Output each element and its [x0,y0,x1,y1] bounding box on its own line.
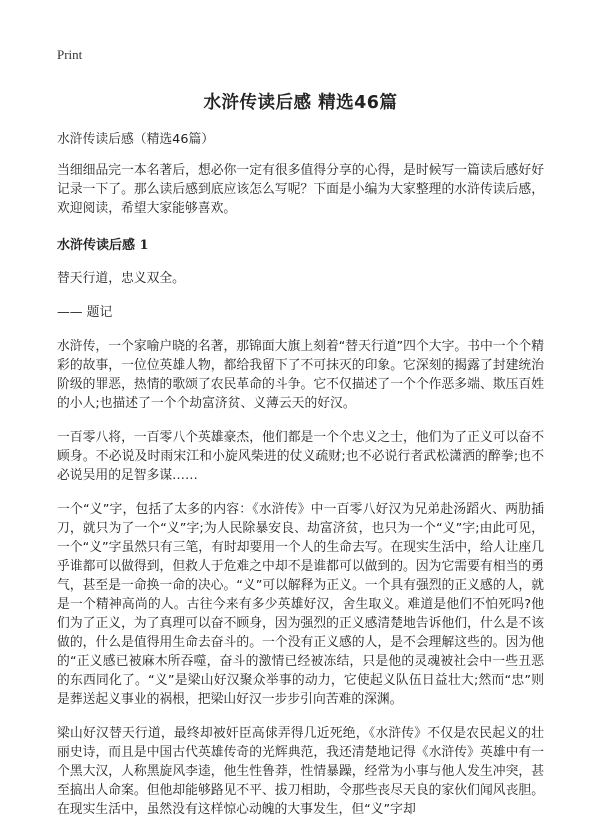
paragraph-body: 水浒传，一个家喻户晓的名著，那锦面大旗上刻着“替天行道”四个大字。书中一个个精彩的故事，一位位英雄人物，都给我留下了不可抹灭的印象。它深刻的揭露了封建统治阶级的罪恶，热情的歌颂了农民革命的斗争。它不仅描述了一个个作恶多端、欺压百姓的小人;也描述了一个个劫富济贫、义薄云天的好汉。 [57,339,544,411]
paragraph-body: 一百零八将，一百零八个英雄豪杰，他们都是一个个忠义之士，他们为了正义可以奋不顾身。不必说及时雨宋江和小旋风柴进的仗义疏财;也不必说行者武松潇洒的醉拳;也不必说吴用的足智多谋…… [57,430,544,483]
paragraph-body: 一个“义”字，包括了太多的内容：《水浒传》中一百零八好汉为兄弟赴汤蹈火、两肋插刀，就只为了一个“义”字;为人民除暴安良、劫富济贫，也只为一个“义”字;由此可见，一个“义”字虽然只有三笔，有时却要用一个人的生命去写。在现实生活中，给人让座几乎谁都可以做得到，但救人于危难之中却不是谁都可以做到的。因为它需要有相当的勇气，甚至是一命换一命的决心。“义”可以解释为正义。一个具有强烈的正义感的人，就是一个精神高尚的人。古往今来有多少英雄好汉，舍生取义。难道是他们不怕死吗?他们为了正义，为了真理可以奋不顾身，因为强烈的正义感清楚地告诉他们，什么是不该做的，什么是值得用生命去奋斗的。一个没有正义感的人，是不会理解这些的。因为他的“正义感已被麻木所吞噬，奋斗的激情已经被冻结，只是他的灵魂被社会中一些丑恶的东西同化了。“义”是梁山好汉聚众举事的动力，它使起义队伍日益壮大;然而“忠”则是葬送起义事业的祸根，把梁山好汉一步步引向苦难的深渊。 [57,502,544,707]
paragraph-inscription: —— 题记 [57,305,113,320]
subtitle: 水浒传读后感（精选46篇） [57,132,215,147]
paragraph-body: 梁山好汉替天行道，最终却被奸臣高俅弄得几近死绝，《水浒传》不仅是农民起义的壮丽史诗，而且是中国古代英雄传奇的光辉典范，我还清楚地记得《水浒传》英雄中有一个黑大汉，人称黑旋风李逵，他生性鲁莽，性情暴躁，经常为小事与他人发生冲突，甚至搞出人命案。但他却能够路见不平、拔刀相助，令那些丧尽天良的家伙们闻风丧胆。在现实生活中，虽然没有这样惊心动魄的大事发生，但“义”字却 [57,726,544,817]
section-heading: 水浒传读后感 1 [57,238,149,253]
print-link[interactable]: Print [57,47,83,62]
paragraph-motto: 替天行道，忠义双全。 [57,271,185,286]
page-title: 水浒传读后感 精选46篇 [203,93,398,113]
intro-paragraph: 当细细品完一本名著后，想必你一定有很多值得分享的心得，是时候写一篇读后感好好记录一下了。那么读后感到底应该怎么写呢？下面是小编为大家整理的水浒传读后感，欢迎阅读，希望大家能够喜欢。 [57,163,544,216]
